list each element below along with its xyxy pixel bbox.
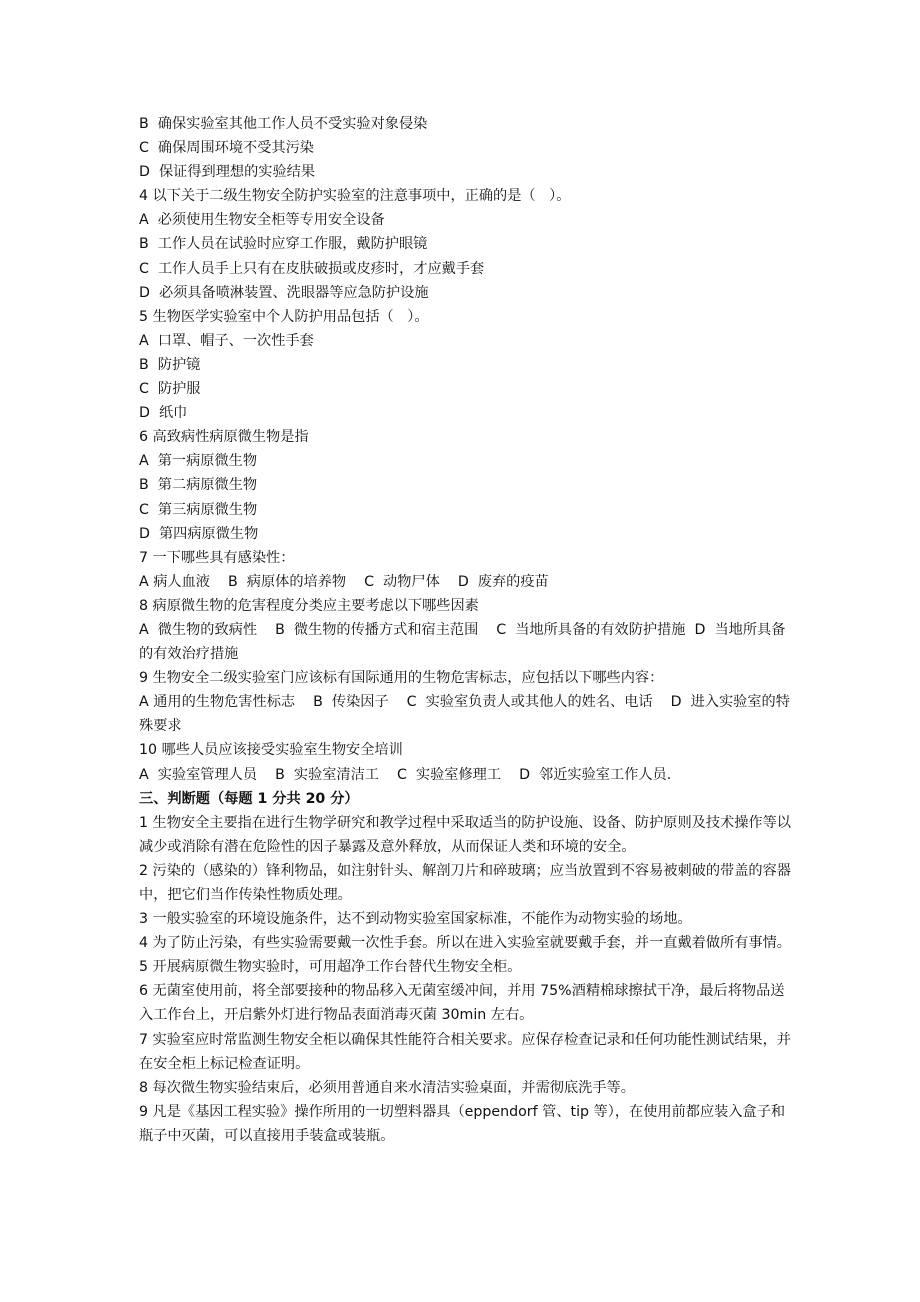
text-line: C 确保周围环境不受其污染 (139, 140, 314, 157)
text-line: A 病人血液 B 病原体的培养物 C 动物尸体 D 废弃的疫苗 (139, 573, 549, 590)
text-line: 2 污染的（感染的）锋利物品，如注射针头、解剖刀片和碎玻璃；应当放置到不容易被刺破的带盖的容器中，把它们当作传染性物质处理。 (139, 862, 791, 903)
text-line: 4 以下关于二级生物安全防护实验室的注意事项中，正确的是（ ）。 (139, 188, 571, 205)
text-line: B 第二病原微生物 (139, 477, 258, 494)
text-line: D 保证得到理想的实验结果 (139, 164, 316, 181)
document-page (139, 112, 791, 1148)
text-line: 5 生物医学实验室中个人防护用品包括（ ）。 (139, 308, 429, 325)
text-line: 8 病原微生物的危害程度分类应主要考虑以下哪些因素 (139, 597, 479, 614)
text-line: B 确保实验室其他工作人员不受实验对象侵染 (139, 116, 428, 132)
text-line: B 防护镜 (139, 356, 201, 373)
text-line: A 微生物的致病性 B 微生物的传播方式和宿主范围 C 当地所具备的有效防护措施 D 当地所具备的有效治疗措施 (139, 621, 786, 663)
text-line: A 通用的生物危害性标志 B 传染因子 C 实验室负责人或其他人的姓名、电话 D 进入实验室的特殊要求 (139, 694, 790, 735)
text-line: 7 实验室应时常监测生物安全柜以确保其性能符合相关要求。应保存检查记录和任何功能性测试结果，并在安全柜上标记检查证明。 (139, 1031, 791, 1072)
text-line: 5 开展病原微生物实验时，可用超净工作台替代生物安全柜。 (139, 959, 522, 976)
text-line: C 防护服 (139, 381, 201, 398)
text-line: 3 一般实验室的环境设施条件，达不到动物实验室国家标准，不能作为动物实验的场地。 (139, 911, 692, 928)
text-line: B 工作人员在试验时应穿工作服，戴防护眼镜 (139, 236, 428, 253)
text-line: D 第四病原微生物 (139, 525, 259, 542)
text-line: 8 每次微生物实验结束后，必须用普通自来水清洁实验桌面，并需彻底洗手等。 (139, 1079, 635, 1096)
text-line: 9 生物安全二级实验室门应该标有国际通用的生物危害标志，应包括以下哪些内容： (139, 670, 664, 687)
text-line: D 纸巾 (139, 405, 188, 422)
text-line: A 必须使用生物安全柜等专用安全设备 (139, 212, 385, 229)
text-line: A 第一病原微生物 (139, 453, 258, 470)
text-line: D 必须具备喷淋装置、洗眼器等应急防护设施 (139, 284, 429, 301)
text-line: A 口罩、帽子、一次性手套 (139, 332, 314, 349)
text-line: 1 生物安全主要指在进行生物学研究和教学过程中采取适当的防护设施、设备、防护原则及技术操作等以减少或消除有潜在危险性的因子暴露及意外释放，从而保证人类和环境的安全。 (139, 814, 791, 855)
text-line: 10 哪些人员应该接受实验室生物安全培训 (139, 742, 403, 759)
text-line: 6 高致病性病原微生物是指 (139, 429, 309, 446)
text-line: 6 无菌室使用前，将全部要接种的物品移入无菌室缓冲间，并用 75%酒精棉球擦拭干净，最后将物品送入工作台上，开启紫外灯进行物品表面消毒灭菌 30min 左右。 (139, 983, 785, 1024)
text-line: 9 凡是《基因工程实验》操作所用的一切塑料器具（eppendorf 管、tip 等），在使用前都应装入盒子和瓶子中灭菌，可以直接用手装盒或装瓶。 (139, 1103, 786, 1144)
text-line: A 实验室管理人员 B 实验室清洁工 C 实验室修理工 D 邻近实验室工作人员. (139, 766, 672, 783)
section-heading: 三、判断题（每题 1 分共 20 分） (139, 790, 359, 807)
text-line: C 工作人员手上只有在皮肤破损或皮疹时，才应戴手套 (139, 260, 485, 277)
text-line: 7 一下哪些具有感染性： (139, 549, 295, 566)
text-line: 4 为了防止污染，有些实验需要戴一次性手套。所以在进入实验室就要戴手套，并一直戴着做所有事情。 (139, 935, 791, 952)
text-line: C 第三病原微生物 (139, 501, 258, 518)
